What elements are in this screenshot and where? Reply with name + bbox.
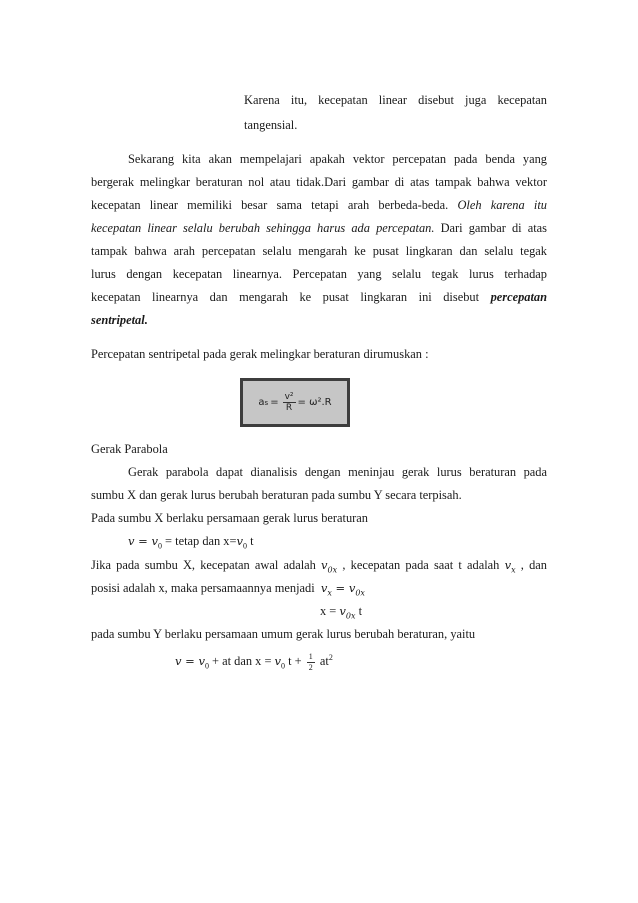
equation-3 bbox=[175, 650, 333, 675]
formula-numerator: v² bbox=[284, 392, 294, 402]
para1-line-5: tampak bahwa arah percepatan selalu mengarah ke pusat lingkaran dan selalu tegak bbox=[91, 244, 547, 258]
eq2-v: v bbox=[339, 604, 346, 618]
eq3-sub: 0 bbox=[204, 661, 209, 671]
eq3-part-d: t + bbox=[285, 654, 305, 669]
eq2-part-a: x = bbox=[320, 604, 340, 618]
eq3-frac-num: 1 bbox=[308, 651, 313, 661]
formula-rhs: = ω².R bbox=[297, 397, 332, 408]
intro-line-2: tangensial. bbox=[244, 118, 298, 132]
eq1-sub-2: 0 bbox=[243, 541, 247, 551]
para1-line-6: lurus dengan kecepatan linearnya. Percepatan yang selalu tegak lurus terhadap bbox=[91, 267, 547, 281]
intro-line-1: Karena itu, kecepatan linear disebut juga kecepatan bbox=[244, 93, 547, 107]
eq3-part-b: + at dan x = bbox=[208, 654, 275, 669]
para1-line-4-normal: Dari gambar di atas bbox=[440, 221, 547, 235]
eq1-part-a: v = v bbox=[128, 534, 158, 548]
section-line-2: sumbu X dan gerak lurus berubah beraturan pada sumbu Y secara terpisah. bbox=[91, 488, 462, 502]
eq1-part-b: = tetap dan x= bbox=[161, 534, 237, 548]
para1-line-1: Sekarang kita akan mempelajari apakah vektor percepatan pada benda yang bbox=[128, 152, 547, 166]
l4-v0x: v bbox=[321, 558, 328, 572]
l4-part-b: , kecepatan pada saat t adalah bbox=[342, 558, 500, 572]
para1-line-2: bergerak melingkar beraturan nol atau tidak.Dari gambar di atas tampak bahwa vektor bbox=[91, 175, 547, 189]
l4-part-c: , dan bbox=[520, 558, 547, 572]
eq3-part-c: v bbox=[274, 654, 282, 669]
para2-line: Percepatan sentripetal pada gerak melingkar beraturan dirumuskan : bbox=[91, 347, 429, 361]
eq3-part-e: at bbox=[316, 654, 329, 669]
section-line-3: Pada sumbu X berlaku persamaan gerak lurus beraturan bbox=[91, 511, 368, 525]
eq2-sub: 0x bbox=[345, 611, 356, 621]
l5-eq-mid: = v bbox=[331, 581, 356, 595]
eq1-part-c: v bbox=[236, 534, 243, 548]
para1-line-3 bbox=[91, 197, 547, 213]
l4-vx-sub: x bbox=[511, 565, 516, 575]
eq3-part-a: v = v bbox=[175, 654, 205, 669]
l5-eq-sub: x bbox=[327, 588, 332, 598]
eq3-sup: 2 bbox=[328, 653, 333, 662]
eq1-sub: 0 bbox=[157, 541, 162, 551]
para1-line-8: sentripetal. bbox=[91, 313, 148, 327]
eq3-frac-den: 2 bbox=[308, 662, 313, 672]
l5-part-a: posisi adalah x, maka persamaannya menjadi bbox=[91, 581, 315, 595]
equation-1 bbox=[128, 533, 254, 554]
section-line-4 bbox=[91, 557, 547, 578]
section-line-1: Gerak parabola dapat dianalisis dengan meninjau gerak lurus beraturan pada bbox=[128, 465, 547, 479]
para1-line-3-normal: kecepatan linear memiliki besar sama tetapi arah berbeda-beda. bbox=[91, 198, 449, 212]
l5-eq-sub-2: 0x bbox=[355, 588, 365, 598]
eq3-fraction bbox=[307, 652, 315, 673]
eq1-part-d: t bbox=[247, 534, 254, 548]
formula-fraction bbox=[283, 392, 296, 413]
section-line-6: pada sumbu Y berlaku persamaan umum gerak lurus berubah beraturan, yaitu bbox=[91, 627, 476, 641]
centripetal-formula-image bbox=[240, 378, 350, 427]
para1-line-7-bold: percepatan bbox=[490, 290, 547, 304]
section-title: Gerak Parabola bbox=[91, 442, 168, 456]
para1-line-7-normal: kecepatan linearnya dan mengarah ke pusat lingkaran ini disebut bbox=[91, 290, 480, 304]
formula-lhs-sub: s bbox=[264, 398, 269, 407]
l4-part-a: Jika pada sumbu X, kecepatan awal adalah bbox=[91, 558, 316, 572]
l5-eq-v: v bbox=[320, 581, 328, 595]
formula-denominator: R bbox=[285, 403, 293, 413]
para1-line-7 bbox=[91, 289, 547, 305]
para1-line-4-italic: kecepatan linear selalu berubah sehingga harus ada percepatan. bbox=[91, 221, 435, 235]
section-line-5 bbox=[91, 580, 547, 601]
l4-v0x-sub: 0x bbox=[327, 565, 338, 575]
para1-line-4 bbox=[91, 220, 547, 236]
l4-vx: v bbox=[504, 558, 512, 572]
equation-2 bbox=[320, 603, 362, 624]
formula-content: a s = $\frac{\text{v²}}{R}$ = ω².R bbox=[243, 381, 347, 424]
para1-line-3-italic: Oleh karena itu bbox=[457, 198, 547, 212]
eq2-part-b: t bbox=[355, 604, 363, 618]
eq3-sub-2: 0 bbox=[281, 661, 286, 671]
formula-lhs: a bbox=[258, 397, 265, 408]
